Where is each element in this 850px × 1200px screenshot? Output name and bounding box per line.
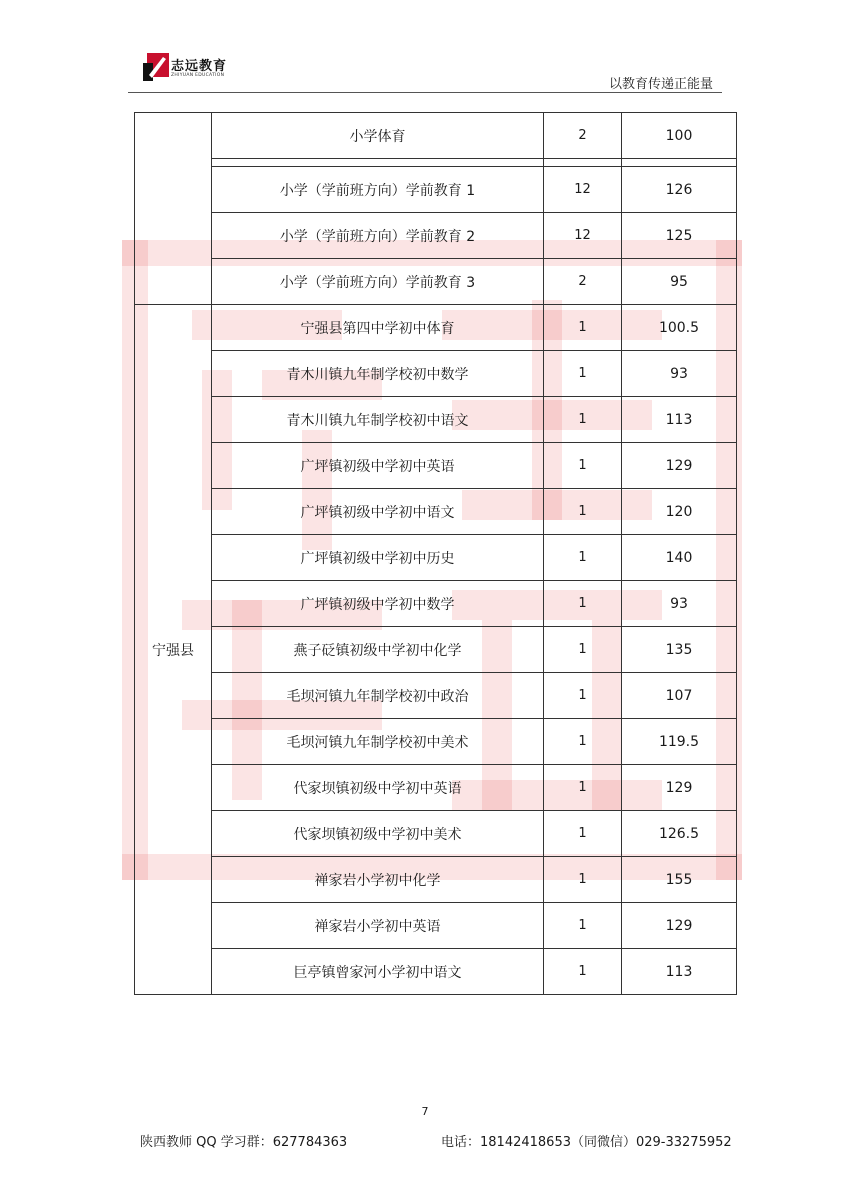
table-spacer-row bbox=[135, 159, 737, 167]
position-name: 宁强县第四中学初中体育 bbox=[212, 305, 544, 351]
position-name: 广坪镇初级中学初中语文 bbox=[212, 489, 544, 535]
table-row bbox=[135, 351, 737, 397]
position-name: 代家坝镇初级中学初中英语 bbox=[212, 765, 544, 811]
page-number: 7 bbox=[421, 1105, 429, 1118]
position-name: 小学（学前班方向）学前教育 1 bbox=[212, 167, 544, 213]
logo-subtitle: ZHIYUAN EDUCATION bbox=[171, 73, 225, 78]
cutoff-score: 93 bbox=[622, 351, 737, 397]
table-row bbox=[135, 949, 737, 995]
position-name: 小学体育 bbox=[212, 113, 544, 159]
position-name: 小学（学前班方向）学前教育 2 bbox=[212, 213, 544, 259]
cutoff-score: 95 bbox=[622, 259, 737, 305]
position-name: 代家坝镇初级中学初中美术 bbox=[212, 811, 544, 857]
table-row bbox=[135, 305, 737, 351]
table-row bbox=[135, 857, 737, 903]
position-name: 青木川镇九年制学校初中数学 bbox=[212, 351, 544, 397]
position-name: 巨亭镇曾家河小学初中语文 bbox=[212, 949, 544, 995]
hire-count: 1 bbox=[544, 443, 622, 489]
hire-count: 12 bbox=[544, 167, 622, 213]
position-name: 禅家岩小学初中化学 bbox=[212, 857, 544, 903]
table-row bbox=[135, 443, 737, 489]
cutoff-score: 140 bbox=[622, 535, 737, 581]
hire-count: 1 bbox=[544, 949, 622, 995]
table-row bbox=[135, 719, 737, 765]
hire-count: 1 bbox=[544, 857, 622, 903]
hire-count: 2 bbox=[544, 113, 622, 159]
table-row bbox=[135, 581, 737, 627]
cutoff-score: 100.5 bbox=[622, 305, 737, 351]
cutoff-score: 125 bbox=[622, 213, 737, 259]
hire-count: 1 bbox=[544, 627, 622, 673]
footer-phone: 电话：18142418653（同微信）029-33275952 bbox=[441, 1135, 732, 1150]
position-name: 广坪镇初级中学初中数学 bbox=[212, 581, 544, 627]
region-cell-empty bbox=[135, 113, 212, 305]
cutoff-score: 135 bbox=[622, 627, 737, 673]
cutoff-score: 113 bbox=[622, 397, 737, 443]
results-table bbox=[134, 112, 737, 995]
region-cell: 宁强县 bbox=[135, 305, 212, 995]
hire-count: 12 bbox=[544, 213, 622, 259]
hire-count: 2 bbox=[544, 259, 622, 305]
table-row bbox=[135, 213, 737, 259]
cutoff-score: 93 bbox=[622, 581, 737, 627]
footer-qq-group: 陕西教师 QQ 学习群：627784363 bbox=[140, 1135, 348, 1150]
cutoff-score: 129 bbox=[622, 903, 737, 949]
hire-count: 1 bbox=[544, 811, 622, 857]
position-name: 小学（学前班方向）学前教育 3 bbox=[212, 259, 544, 305]
table-row bbox=[135, 811, 737, 857]
cutoff-score: 107 bbox=[622, 673, 737, 719]
logo-title: 志远教育 bbox=[171, 59, 228, 74]
cutoff-score: 120 bbox=[622, 489, 737, 535]
table-row bbox=[135, 765, 737, 811]
logo bbox=[143, 51, 243, 85]
hire-count: 1 bbox=[544, 765, 622, 811]
hire-count: 1 bbox=[544, 397, 622, 443]
position-name: 广坪镇初级中学初中英语 bbox=[212, 443, 544, 489]
hire-count: 1 bbox=[544, 305, 622, 351]
cutoff-score: 126.5 bbox=[622, 811, 737, 857]
table-row bbox=[135, 259, 737, 305]
table-row bbox=[135, 397, 737, 443]
hire-count: 1 bbox=[544, 673, 622, 719]
position-name: 广坪镇初级中学初中历史 bbox=[212, 535, 544, 581]
header-divider bbox=[128, 92, 722, 93]
table-row bbox=[135, 535, 737, 581]
table-row bbox=[135, 489, 737, 535]
position-name: 青木川镇九年制学校初中语文 bbox=[212, 397, 544, 443]
cutoff-score: 129 bbox=[622, 443, 737, 489]
header-tagline: 以教育传递正能量 bbox=[608, 77, 713, 92]
cutoff-score: 119.5 bbox=[622, 719, 737, 765]
position-name: 燕子砭镇初级中学初中化学 bbox=[212, 627, 544, 673]
table-row bbox=[135, 673, 737, 719]
position-name: 毛坝河镇九年制学校初中政治 bbox=[212, 673, 544, 719]
cutoff-score: 113 bbox=[622, 949, 737, 995]
hire-count: 1 bbox=[544, 903, 622, 949]
table-row bbox=[135, 113, 737, 159]
hire-count: 1 bbox=[544, 581, 622, 627]
cutoff-score: 129 bbox=[622, 765, 737, 811]
hire-count: 1 bbox=[544, 351, 622, 397]
position-name: 毛坝河镇九年制学校初中美术 bbox=[212, 719, 544, 765]
table-row bbox=[135, 167, 737, 213]
hire-count: 1 bbox=[544, 719, 622, 765]
logo-mark-icon bbox=[143, 53, 169, 81]
table-row bbox=[135, 903, 737, 949]
table-row bbox=[135, 627, 737, 673]
cutoff-score: 100 bbox=[622, 113, 737, 159]
cutoff-score: 126 bbox=[622, 167, 737, 213]
hire-count: 1 bbox=[544, 535, 622, 581]
hire-count: 1 bbox=[544, 489, 622, 535]
cutoff-score: 155 bbox=[622, 857, 737, 903]
position-name: 禅家岩小学初中英语 bbox=[212, 903, 544, 949]
